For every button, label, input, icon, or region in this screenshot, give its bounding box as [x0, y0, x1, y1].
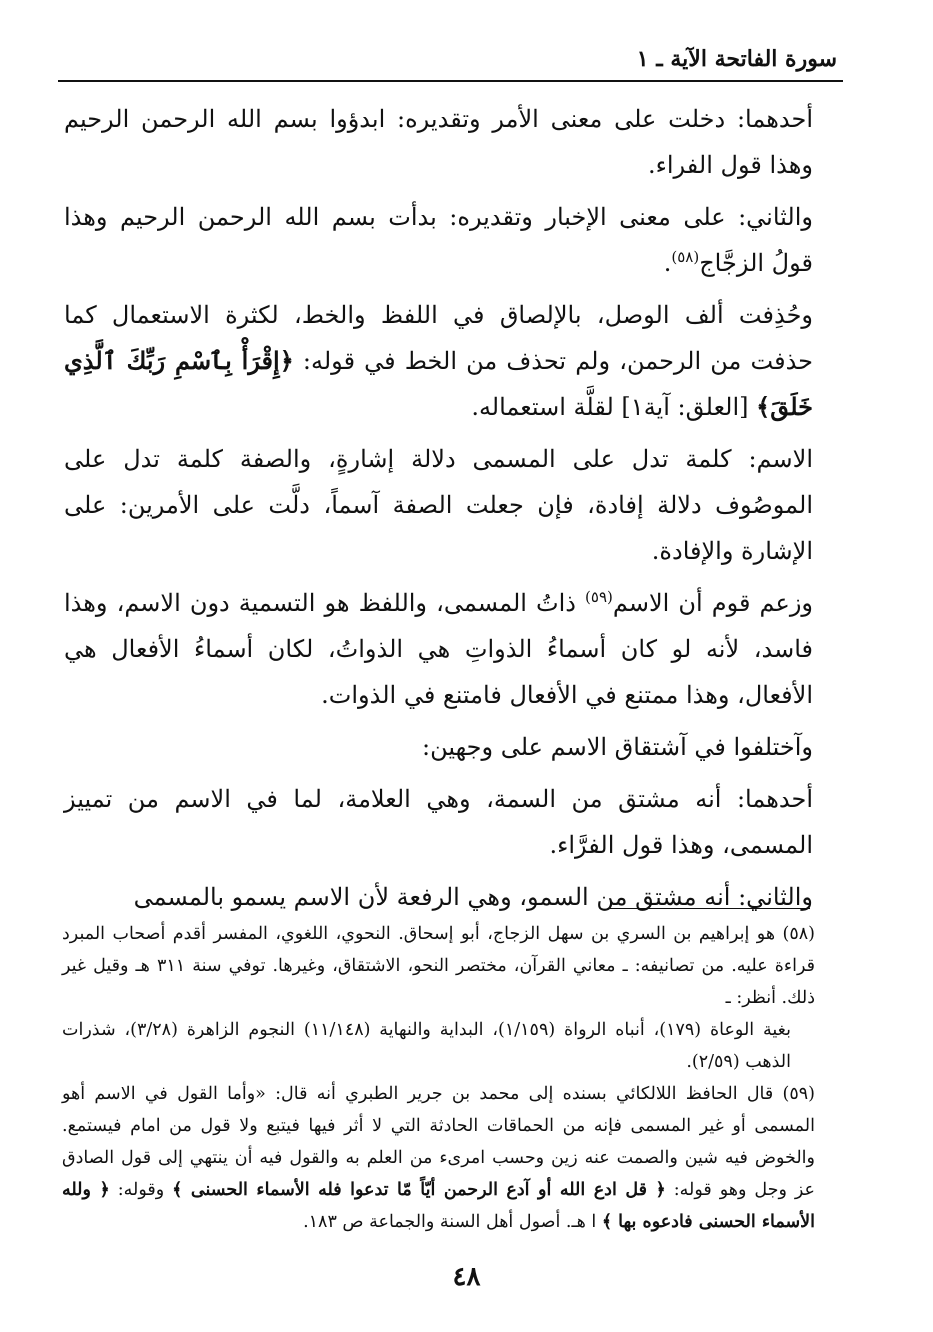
paragraph-1-text: أحدهما: دخلت على معنى الأمر وتقديره: ابدؤوا بسم الله الرحمن الرحيم وهذا قول الفراء.	[64, 105, 813, 179]
paragraph-2-end: .	[663, 249, 672, 277]
quran-verse-alaq: ﴿إِقْرَأْ بِٱسْمِ رَبِّكَ ٱلَّذِي خَلَقَ﴾	[64, 346, 813, 421]
footnote-rule	[610, 908, 810, 909]
paragraph-7	[64, 776, 813, 868]
footnotes	[62, 918, 815, 1238]
running-header: سورة الفاتحة الآية ـ ١	[636, 46, 837, 72]
main-text	[64, 96, 813, 926]
paragraph-5-text-end: ذاتُ المسمى، واللفظ هو التسمية دون الاسم، وهذا فاسد، لأنه لو كان أسماءُ الذواتِ هي الذواتُ، لكان أسماءُ الأفعال هي الأفعال، وهذا ممتنع في الأفعال فامتنع في الذوات.	[64, 589, 813, 709]
footnote-59-quran-2: ﴿ ولله الأسماء الحسنى فادعوه بها ﴾	[62, 1180, 815, 1232]
footnote-59-end: ا هـ. أصول أهل السنة والجماعة ص ١٨٣.	[303, 1212, 602, 1232]
footnote-59-text: (٥٩) قال الحافظ اللالكائي بسنده إلى محمد بن جرير الطبري أنه قال: «وأما القول في الاسم أهو المسمى أو غير المسمى فإنه من الحماقات الحادثة التي لا أثر فيها فيتبع ولا قول من امام فيستمع. والخوض فيه شين والصمت عنه زين وحسب امرىء من العلم به والقول فيه أن ينتهي إلى قول الصادق عز وجل وهو قوله:	[62, 1084, 815, 1200]
paragraph-2-text: والثاني: على معنى الإخبار وتقديره: بدأت بسم الله الرحمن الرحيم وهذا قولُ الزجَّاج	[64, 203, 813, 277]
paragraph-8-text: والثاني: أنه مشتق من السمو، وهي الرفعة لأن الاسم يسمو بالمسمى	[133, 883, 813, 911]
footnote-ref-59: (٥٩)	[585, 588, 613, 606]
footnote-59-quran-1: ﴿ قل ادع الله أو آدع الرحمن أيّاً مّا تدعوا فله الأسماء الحسنى ﴾	[172, 1180, 666, 1200]
paragraph-1	[64, 96, 813, 188]
page-number: ٤٨	[452, 1262, 481, 1292]
paragraph-2	[64, 194, 813, 286]
paragraph-6-text: وآختلفوا في آشتقاق الاسم على وجهين:	[422, 733, 813, 761]
footnote-58-text: (٥٨) هو إبراهيم بن السري بن سهل الزجاج، أبو إسحاق. النحوي، اللغوي، المفسر أقدم أصحاب المبرد قراءة عليه. من تصانيفه: ـ معاني القرآن، مختصر النحو، الاشتقاق، وغيرها. توفي سنة ٣١١ هـ وقيل غير ذلك. أنظر: ـ	[62, 924, 815, 1008]
header-rule	[58, 80, 843, 82]
paragraph-4	[64, 436, 813, 574]
paragraph-7-text: أحدهما: أنه مشتق من السمة، وهي العلامة، لما في الاسم من تمييز المسمى، وهذا قول الفرَّاء.	[64, 785, 814, 859]
footnote-58-sources-text: بغية الوعاة (١٧٩)، أنباه الرواة (١/١٥٩)، البداية والنهاية (١١/١٤٨) النجوم الزاهرة (٣/٢٨)، شذرات الذهب (٢/٥٩).	[62, 1020, 791, 1072]
paragraph-8	[64, 874, 813, 920]
footnote-ref-58: (٥٨)	[671, 248, 700, 266]
paragraph-5-text: وزعم قوم أن الاسم	[612, 589, 814, 617]
footnote-58	[62, 918, 815, 1014]
paragraph-5	[64, 580, 813, 718]
paragraph-3-text-end: [العلق: آية١] لقلَّة استعماله.	[471, 393, 749, 421]
paragraph-3	[64, 292, 813, 430]
paragraph-6	[64, 724, 813, 770]
paragraph-4-text: الاسم: كلمة تدل على المسمى دلالة إشارةٍ، والصفة كلمة تدل على الموصُوف دلالة إفادة، فإن جعلت الصفة آسماً، دلَّت على الأمرين: على الإشارة والإفادة.	[64, 445, 813, 565]
footnote-59-mid: وقوله:	[109, 1180, 173, 1200]
footnote-58-sources	[62, 1014, 815, 1078]
footnote-59	[62, 1078, 815, 1238]
paragraph-3-text: وحُذِفت ألف الوصل، بالإلصاق في اللفظ والخط، لكثرة الاستعمال كما حذفت من الرحمن، ولم تحذف من الخط في قوله:	[64, 301, 813, 375]
